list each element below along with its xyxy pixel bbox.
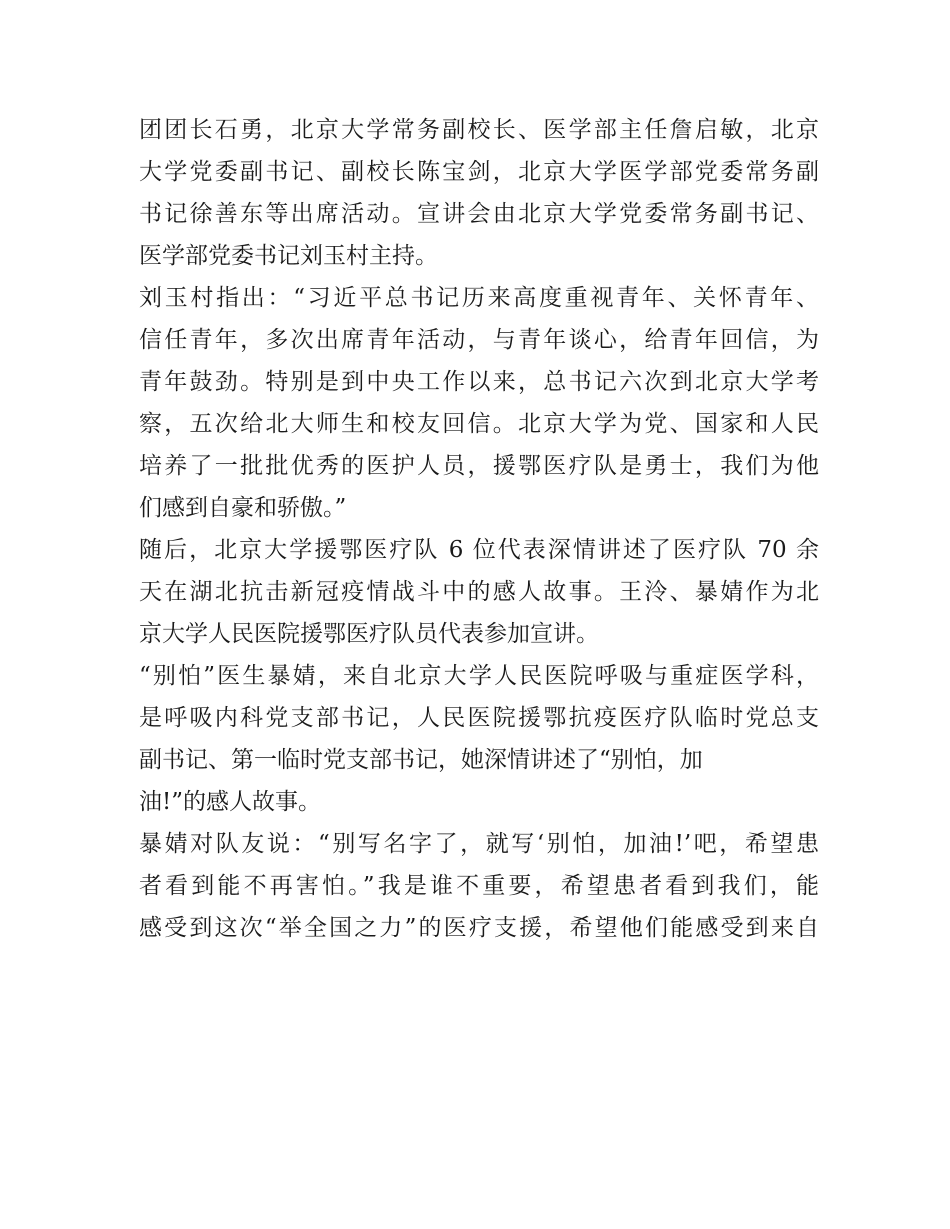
text-line: 天在湖北抗击新冠疫情战斗中的感人故事。王泠、暴婧作为北 — [139, 579, 819, 605]
text-line: 培养了一批批优秀的医护人员，援鄂医疗队是勇士，我们为他 — [139, 453, 819, 479]
text-line: 察，五次给北大师生和校友回信。北京大学为党、国家和人民 — [139, 411, 819, 437]
text-line: 青年鼓劲。特别是到中央工作以来，总书记六次到北京大学考 — [139, 369, 819, 395]
text-line: “别怕”医生暴婧，来自北京大学人民医院呼吸与重症医学科， — [139, 663, 819, 689]
article-body — [139, 109, 819, 949]
text-line: 油!”的感人故事。 — [139, 789, 322, 815]
text-line: 信任青年，多次出席青年活动，与青年谈心，给青年回信，为 — [139, 327, 819, 353]
text-line: 医学部党委书记刘玉村主持。 — [139, 243, 438, 269]
text-line: 感受到这次“举全国之力”的医疗支援，希望他们能感受到来自 — [139, 915, 819, 941]
text-line: 们感到自豪和骄傲。” — [139, 495, 347, 521]
text-line: 者看到能不再害怕。”我是谁不重要，希望患者看到我们，能 — [139, 873, 819, 899]
text-line: 团团长石勇，北京大学常务副校长、医学部主任詹启敏，北京 — [139, 117, 819, 143]
text-line: 副书记、第一临时党支部书记，她深情讲述了“别怕，加 — [139, 747, 703, 773]
text-line: 随后，北京大学援鄂医疗队 6 位代表深情讲述了医疗队 70 余 — [139, 537, 819, 563]
text-line: 暴婧对队友说：“别写名字了，就写‘别怕，加油!’吧，希望患 — [139, 831, 819, 857]
text-line: 京大学人民医院援鄂医疗队员代表参加宣讲。 — [139, 621, 599, 647]
text-line: 大学党委副书记、副校长陈宝剑，北京大学医学部党委常务副 — [139, 159, 819, 185]
text-line: 刘玉村指出：“习近平总书记历来高度重视青年、关怀青年、 — [139, 285, 819, 311]
text-line: 书记徐善东等出席活动。宣讲会由北京大学党委常务副书记、 — [139, 201, 819, 227]
text-line: 是呼吸内科党支部书记，人民医院援鄂抗疫医疗队临时党总支 — [139, 705, 819, 731]
